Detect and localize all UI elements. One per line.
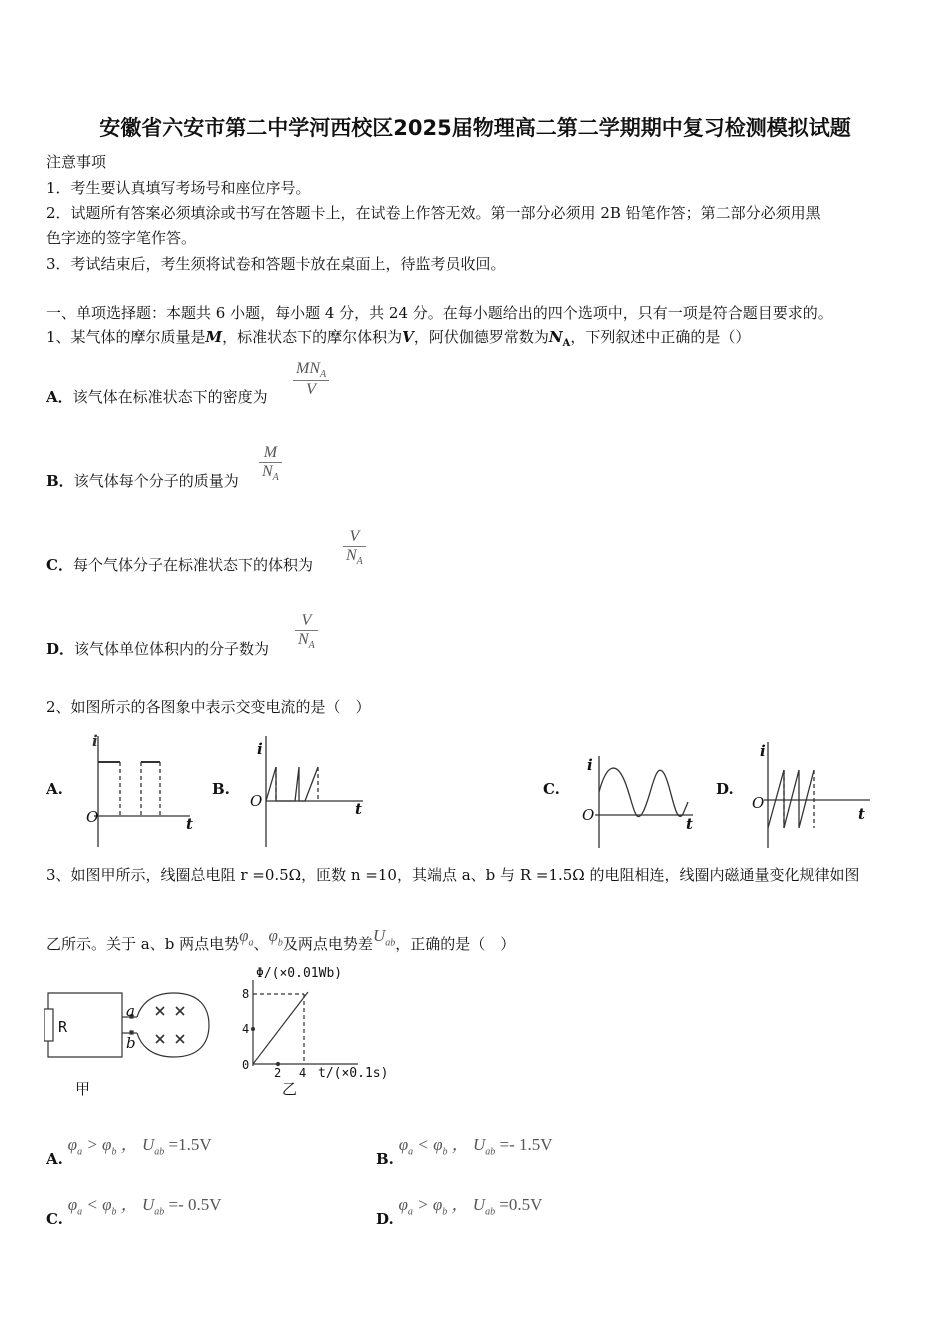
graph-a-square-wave [80,732,200,847]
q2-option-b[interactable]: B. [212,780,230,798]
question-1-stem: 1、某气体的摩尔质量是M，标准状态下的摩尔体积为V，阿伏伽德罗常数为$N_A$，下列叙述中正确的是（） [46,328,751,349]
fraction: $MN_A$ V [293,360,329,399]
figure-caption-jia: 甲 [75,1080,91,1098]
q3-option-d[interactable]: D. $\varphi_a > \varphi_b$ ， $U_{ab} =0.5V$ [376,1195,543,1228]
origin-label: O [752,794,765,812]
axis-label-i: i [760,742,766,760]
origin-label: O [582,806,595,824]
circuit-diagram [44,985,214,1065]
graph-b-sawtooth [248,732,368,847]
figure-caption-yi: 乙 [282,1080,298,1098]
q3-option-c[interactable]: C. $\varphi_a < \varphi_b$ ， $U_{ab} =- 0.5V$ [46,1195,222,1228]
terminal-b-label: b [126,1034,136,1052]
notice-item: 3．考试结束后，考生须将试卷和答题卡放在桌面上，待监考员收回。 [46,255,506,273]
axis-label-t: t [355,800,362,818]
y-tick: 4 [242,1022,250,1036]
page-title: 安徽省六安市第二中学河西校区2025届物理高二第二学期期中复习检测模拟试题 [99,116,851,140]
q1-option-d[interactable]: D．该气体单位体积内的分子数为 [46,640,270,658]
q1-option-b[interactable]: B．该气体每个分子的质量为 [46,472,239,490]
q1-option-c[interactable]: C．每个气体分子在标准状态下的体积为 [46,556,313,574]
axis-label-t: t [858,805,865,823]
flux-time-graph [250,978,360,1070]
question-2-stem: 2、如图所示的各图象中表示交变电流的是（ ） [46,698,371,716]
axis-label-t: t [186,815,193,833]
origin-label: O [86,808,99,826]
x-axis-label: t/(×0.1s) [318,1066,389,1081]
origin-label: O [250,792,263,810]
axis-label-i: i [92,732,98,750]
resistor-label: R [58,1018,68,1036]
axis-label-i: i [587,756,593,774]
fraction: $\frac{V}{N_A}$ [343,528,366,567]
notice-item: 1．考生要认真填写考场号和座位序号。 [46,179,311,197]
section-heading: 一、单项选择题：本题共 6 小题，每小题 4 分，共 24 分。在每小题给出的四个选项中，只有一项是符合题目要求的。 [46,304,833,322]
fraction: $\frac{M}{N_A}$ [259,444,282,483]
fraction: $\frac{V}{N_A}$ [295,612,318,651]
x-tick: 2 [274,1066,282,1080]
y-tick: 8 [242,987,250,1001]
question-3-stem-cont: 乙所示。关于 a、b 两点电势$\varphi_a$、$\varphi_b$及两点电势差$U_{ab}$，正确的是（ ） [46,926,516,953]
axis-label-t: t [686,815,693,833]
axis-label-i: i [257,740,263,758]
x-tick: 4 [299,1066,307,1080]
notice-item: 2．试题所有答案必须填涂或书写在答题卡上，在试卷上作答无效。第一部分必须用 2B 铅笔作答；第二部分必须用黑 [46,204,821,222]
question-3-stem: 3、如图甲所示，线圈总电阻 r =0.5Ω，匝数 n =10，其端点 a、b 与 R =1.5Ω 的电阻相连，线圈内磁通量变化规律如图 [46,866,860,884]
terminal-a-label: a [126,1002,135,1020]
q2-option-d[interactable]: D. [716,780,734,798]
q3-option-a[interactable]: A. $\varphi_a > \varphi_b$ ， $U_{ab} =1.5V$ [46,1135,212,1168]
notice-item: 色字迹的签字笔作答。 [46,229,197,247]
notice-heading: 注意事项 [46,153,107,171]
q2-option-c[interactable]: C. [543,780,560,798]
q1-option-a[interactable]: A．该气体在标准状态下的密度为 [46,388,268,406]
graph-d-sawtooth-alternating [752,738,877,848]
graph-c-sine [583,752,698,848]
y-axis-label: Φ/(×0.01Wb) [256,966,343,981]
q2-option-a[interactable]: A. [46,780,63,798]
y-tick: 0 [242,1058,250,1072]
q3-option-b[interactable]: B. $\varphi_a < \varphi_b$ ， $U_{ab} =- 1.5V$ [376,1135,553,1168]
